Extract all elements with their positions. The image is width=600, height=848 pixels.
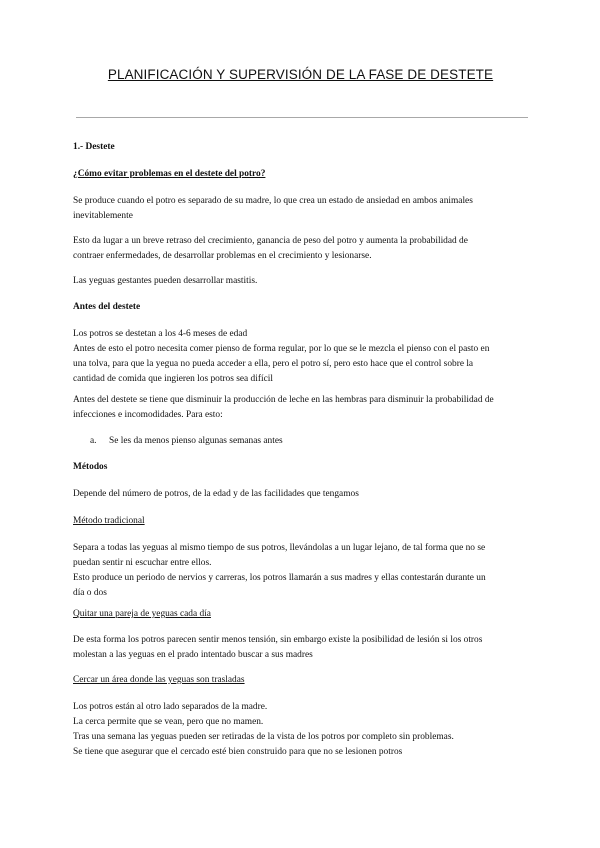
text-line: Antes del destete se tiene que disminuir la producción de leche en las hembras para disminuir la probabilidad de — [73, 395, 494, 405]
text-line: molestan a las yeguas en el prado intentado buscar a sus madres — [73, 650, 313, 660]
text-line: Se produce cuando el potro es separado de su madre, lo que crea un estado de ansiedad en ambos animales — [73, 196, 473, 206]
text-line: infecciones e incomodidades. Para esto: — [73, 410, 223, 420]
text-line: Se tiene que asegurar que el cercado esté bien construido para que no se lesionen potros — [73, 747, 403, 757]
text-line: Separa a todas las yeguas al mismo tiempo de sus potros, llevándolas a un lugar lejano, de tal forma que no se — [73, 543, 486, 553]
section-heading-destete: 1.- Destete — [73, 142, 115, 152]
paragraph-separacion — [73, 194, 528, 224]
subheading-metodo-tradicional: Método tradicional — [73, 516, 145, 526]
section-heading-antes: Antes del destete — [73, 302, 141, 312]
title-divider — [76, 117, 528, 118]
text-line: inevitablemente — [73, 211, 133, 221]
paragraph-mastitis: Las yeguas gestantes pueden desarrollar mastitis. — [73, 276, 258, 286]
text-line: Los potros se destetan a los 4-6 meses de edad — [73, 329, 248, 339]
question-heading: ¿Cómo evitar problemas en el destete del potro? — [73, 169, 266, 179]
text-line: Tras una semana las yeguas pueden ser retiradas de la vista de los potros por completo sin problemas. — [73, 732, 454, 742]
text-line: contraer enfermedades, de desarrollar problemas en el crecimiento y lesionarse. — [73, 251, 372, 261]
list-item: Se les da menos pienso algunas semanas antes — [109, 436, 283, 446]
text-line: día o dos — [73, 588, 107, 598]
text-line: De esta forma los potros parecen sentir menos tensión, sin embargo existe la posibilidad de lesión si los otros — [73, 635, 483, 645]
text-line: una tolva, para que la yegua no pueda acceder a ella, pero el potro sí, pero esto hace que el control sobre la — [73, 359, 474, 369]
section-heading-metodos: Métodos — [73, 462, 108, 472]
paragraph-depende: Depende del número de potros, de la edad y de las facilidades que tengamos — [73, 489, 359, 499]
text-line: Esto da lugar a un breve retraso del crecimiento, ganancia de peso del potro y aumenta la probabilidad de — [73, 236, 468, 246]
paragraph-cercar-area — [73, 700, 528, 760]
paragraph-edad-destete — [73, 327, 528, 387]
text-line: cantidad de comida que ingieren los potros sea difícil — [73, 374, 273, 384]
text-line: Esto produce un periodo de nervios y carreras, los potros llamarán a sus madres y ellas contestarán durante un — [73, 573, 486, 583]
text-line: puedan sentir ni escuchar entre ellos. — [73, 558, 212, 568]
text-line: La cerca permite que se vean, pero que no mamen. — [73, 717, 264, 727]
text-line: Los potros están al otro lado separados de la madre. — [73, 702, 268, 712]
text-line: Antes de esto el potro necesita comer pienso de forma regular, por lo que se le mezcla el pienso con el pasto en — [73, 344, 490, 354]
paragraph-produccion-leche — [73, 393, 528, 423]
subheading-pareja-yeguas: Quitar una pareja de yeguas cada día — [73, 609, 211, 619]
list-marker: a. — [90, 436, 97, 446]
subheading-cercar-area: Cercar un área donde las yeguas son trasladas — [73, 675, 245, 685]
paragraph-consecuencias — [73, 234, 528, 264]
paragraph-pareja-yeguas — [73, 633, 528, 663]
page-title: PLANIFICACIÓN Y SUPERVISIÓN DE LA FASE DE DESTETE — [107, 67, 494, 82]
paragraph-metodo-tradicional — [73, 541, 528, 601]
